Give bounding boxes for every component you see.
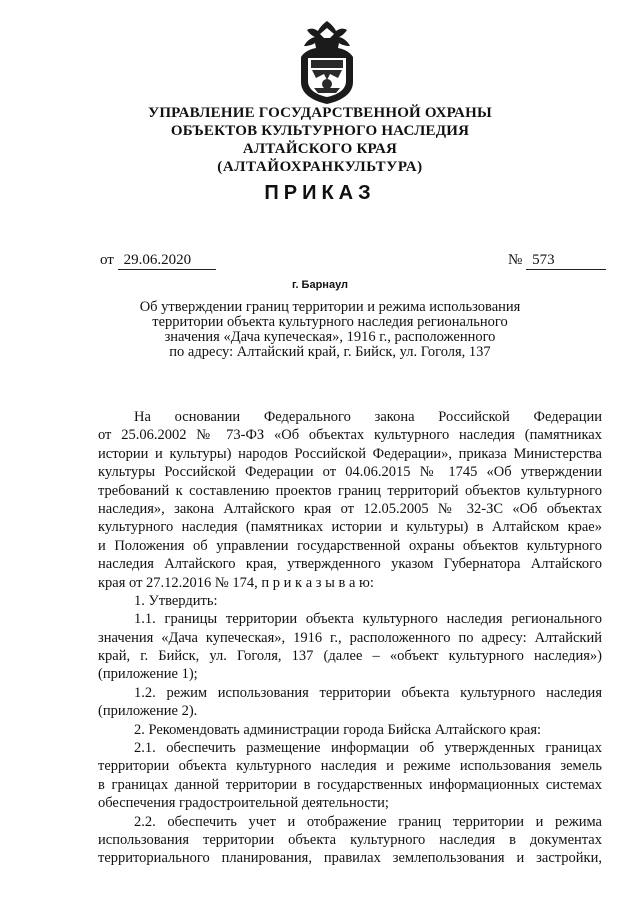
agency-name-line-3: АЛТАЙСКОГО КРАЯ [242, 141, 398, 157]
body-line: 1.2. режим использования территории объекта культурного наследия [134, 684, 602, 701]
body-line: 2.1. обеспечить размещение информации об утвержденных границах [134, 740, 602, 757]
subject-line: по адресу: Алтайский край, г. Бийск, ул. Гоголя, 137 [169, 344, 491, 360]
subject-line: Об утверждении границ территории и режима использования [139, 299, 521, 315]
body-line: культурного наследия (памятниках истории и культуры) в Алтайском крае» [98, 519, 602, 536]
body-line: территории объекта культурного наследия и режиме использования земель [98, 758, 602, 775]
document-number [508, 252, 606, 270]
order-body [98, 408, 602, 868]
agency-abbreviation: (АЛТАЙОХРАНКУЛЬТУРА) [217, 159, 423, 175]
body-line: культуры Российской Федерации от 04.06.2015 № 1745 «Об утверждении [98, 464, 602, 481]
order-subject [120, 300, 540, 360]
body-line: территориального планирования, правилах землепользования и застройки, [98, 850, 602, 867]
body-line: (приложение 1); [98, 666, 198, 683]
subject-line: значения «Дача купеческая», 1916 г., расположенного [164, 329, 496, 345]
agency-name-line-2: ОБЪЕКТОВ КУЛЬТУРНОГО НАСЛЕДИЯ [170, 123, 470, 139]
body-line: 2.2. обеспечить учет и отображение границ территории и режима [134, 813, 602, 830]
date-value: 29.06.2020 [118, 252, 216, 270]
body-line: край, г. Бийск, ул. Гоголя, 137 (далее – «объект культурного наследия») [98, 648, 602, 665]
agency-name-line-1: УПРАВЛЕНИЕ ГОСУДАРСТВЕННОЙ ОХРАНЫ [148, 105, 492, 121]
coat-of-arms-emblem [290, 18, 364, 106]
body-line: требований к составлению проектов границ территорий объектов культурного [98, 482, 602, 499]
body-line: 1. Утвердить: [134, 592, 218, 609]
date-prefix: от [100, 252, 114, 268]
body-line: 1.1. границы территории объекта культурного наследия регионального [134, 611, 602, 628]
document-date [100, 252, 216, 270]
body-line: значения «Дача купеческая», 1916 г., расположенного по адресу: Алтайский [98, 629, 602, 646]
city-line: г. Барнаул [291, 279, 349, 291]
body-line: и Положения об управлении государственной охраны объектов культурного [98, 537, 602, 554]
body-line: края от 27.12.2016 № 174, п р и к а з ы в а ю: [98, 574, 374, 591]
body-line: На основании Федерального закона Российской Федерации [134, 409, 602, 425]
body-line: в границах данной территории в государственных информационных системах [98, 776, 602, 793]
number-prefix: № [508, 252, 523, 268]
body-line: использования территории объекта культурного наследия в документах [98, 831, 602, 848]
document-type-title: ПРИКАЗ [264, 182, 376, 204]
body-line: наследия», закона Алтайского края от 12.05.2005 № 32-ЗС «Об объектах [98, 500, 602, 517]
body-line: обеспечения градостроительной деятельности; [98, 795, 389, 812]
agency-header [120, 104, 520, 176]
body-line: от 25.06.2002 № 73-ФЗ «Об объектах культурного наследия (памятниках [98, 427, 602, 444]
body-line: наследия Алтайского края, утвержденного указом Губернатора Алтайского [98, 556, 602, 573]
number-value: 573 [526, 252, 606, 270]
body-line: (приложение 2). [98, 703, 198, 720]
body-line: 2. Рекомендовать администрации города Бийска Алтайского края: [134, 721, 542, 738]
subject-line: территории объекта культурного наследия регионального [152, 314, 508, 330]
body-line: истории и культуры) народов Российской Федерации», приказа Министерства [98, 445, 602, 462]
